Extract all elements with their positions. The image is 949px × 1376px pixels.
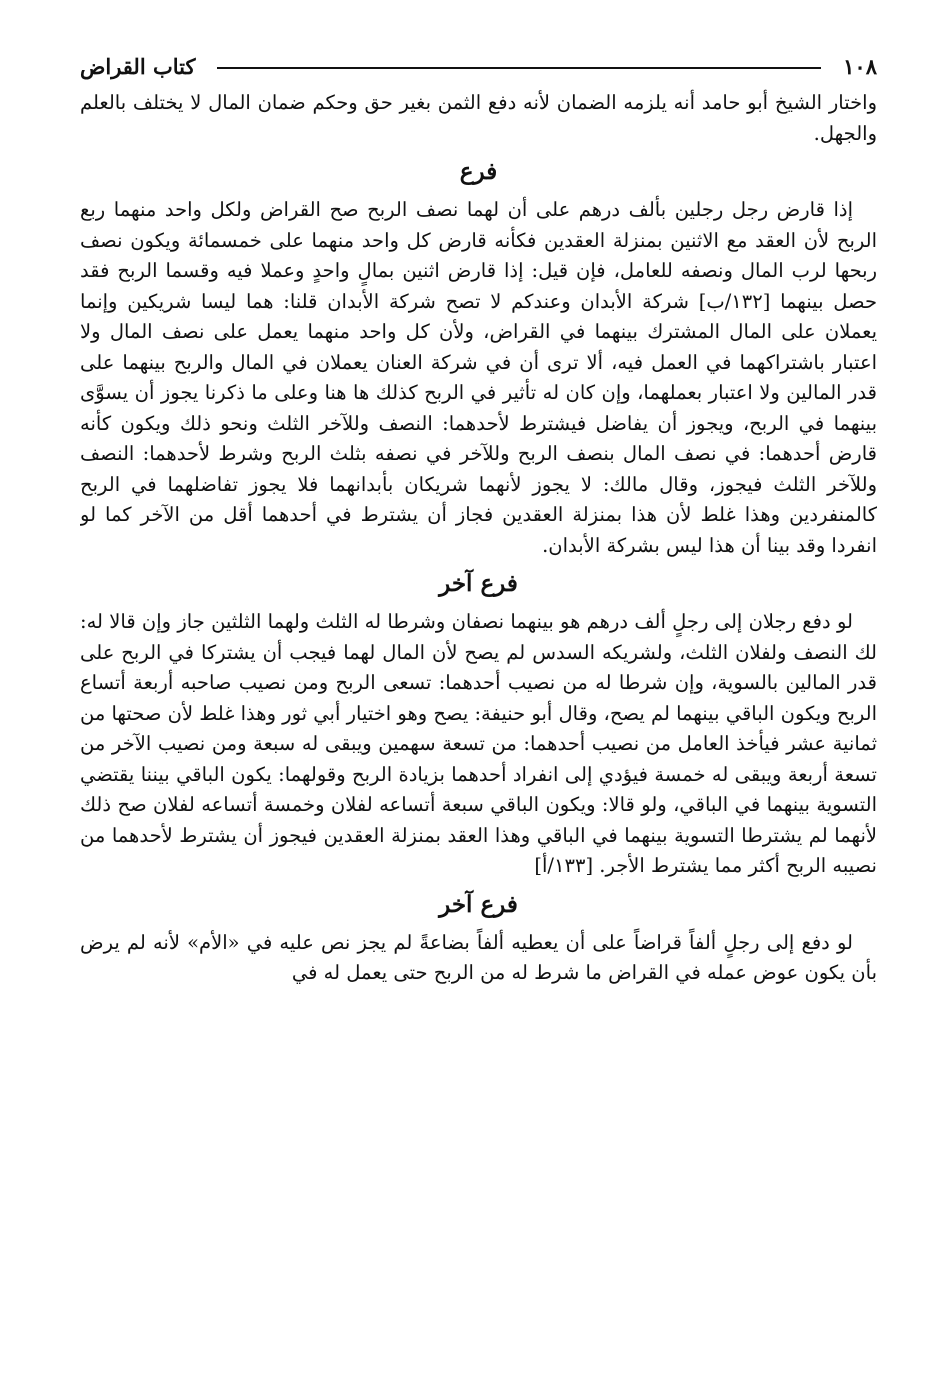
section-heading-far: فرع [459, 158, 498, 185]
running-header [80, 48, 877, 84]
section2-paragraph: لو دفع رجلان إلى رجلٍ ألف درهم هو بينهما نصفان وشرطا له الثلث ولهما الثلثين جاز وإن قالا له: لك النصف ولفلان الثلث، ولشريكه السدس لم يصح لأن المال لهما فيجب أن يشتركا في الربح على قدر المالين بالسوية، وإن شرطا له من نصيب أحدهما: تسعى الربح ومن نصيب صاحبه أربعة أتساع الربح ويكون الباقي بينهما لم يصح، وقال أبو حنيفة: يصح وهو اختيار أبي ثور وهذا غلط لأن صحتها من ثمانية عشر فيأخذ العامل من نصيب أحدهما: من تسعة سهمين ويبقى له سبعة ومن نصيب الآخر من تسعة أربعة ويبقى له خمسة فيؤدي إلى انفراد أحدهما بزيادة الربح وقولهما: يكون الباقي بيننا يقتضي التسوية بينهما في الباقي، ولو قالا: ويكون الباقي سبعة أتساعه لفلان وخمسة أتساعه لفلان صح ذلك لأنهما لم يشترطا التسوية بينهما في الباقي وهذا العقد بمنزلة العقدين فيجوز أن يشترط لأحدهما من نصيبه الربح أكثر مما يشترط الأجر. [١٣٣/أ] [80, 610, 877, 877]
book-page [80, 48, 877, 1348]
section-heading-far-akhar-2: فرع آخر [439, 890, 518, 918]
section1-paragraph: إذا قارض رجل رجلين بألف درهم على أن لهما نصف الربح صح القراض ولكل واحد منهما ربع الربح لأن العقد مع الاثنين بمنزلة العقدين فكأنه قارض كل واحد منهما على خمسمائة ويكون نصف ربحها لرب المال ونصفه للعامل، فإن قيل: إذا قارض اثنين بمالٍ واحدٍ وعملا فيه وقسما الربح فقد حصل بينهما [١٣٢/ب] شركة الأبدان وعندكم لا تصح شركة الأبدان قلنا: هما ليسا شريكين وإنما يعملان على المال المشترك بينهما في القراض، ولأن كل واحد منهما يعمل على نصف المال ولا اعتبار باشتراكهما في العمل فيه، ألا ترى أن في شركة العنان يعملان في المال والربح بينهما على قدر المالين ولا اعتبار بعملهما، وإن كان له تأثير في الربح كذلك ها هنا وعلى ما ذكرنا يجوز أن يسوَّى بينهما في الربح، ويجوز أن يفاضل فيشترط لأحدهما: النصف وللآخر الثلث ونحو ذلك ويكون كأنه قارض أحدهما: في نصف المال بنصف الربح وللآخر في نصفه بثلث الربح وشرط لأحدهما: النصف وللآخر الثلث فيجوز، وقال مالك: لا يجوز لأنهما شريكان بأبدانهما فلا يجوز تفاضلهما في الربح كالمنفردين وهذا غلط لأن هذا بمنزلة العقدين فجاز أن يشترط في أحدهما أقل من الآخر كما لو انفردا وقد بينا أن هذا ليس بشركة الأبدان. [80, 198, 877, 557]
intro-paragraph: واختار الشيخ أبو حامد أنه يلزمه الضمان لأنه دفع الثمن بغير حق وحكم ضمان المال لا يختلف بالعلم والجهل. [80, 91, 877, 145]
book-title: كتاب القراض [80, 53, 196, 79]
header-rule [217, 67, 821, 69]
section-heading-far-akhar-1: فرع آخر [439, 570, 518, 597]
page-number: ١٠٨ [843, 53, 877, 79]
section3-paragraph: لو دفع إلى رجلٍ ألفاً قراضاً على أن يعطيه ألفاً بضاعةً لم يجز نص عليه في «الأم» لأنه لم يرض بأن يكون عوض عمله في القراض ما شرط له من الربح حتى يعمل له في [80, 930, 877, 984]
